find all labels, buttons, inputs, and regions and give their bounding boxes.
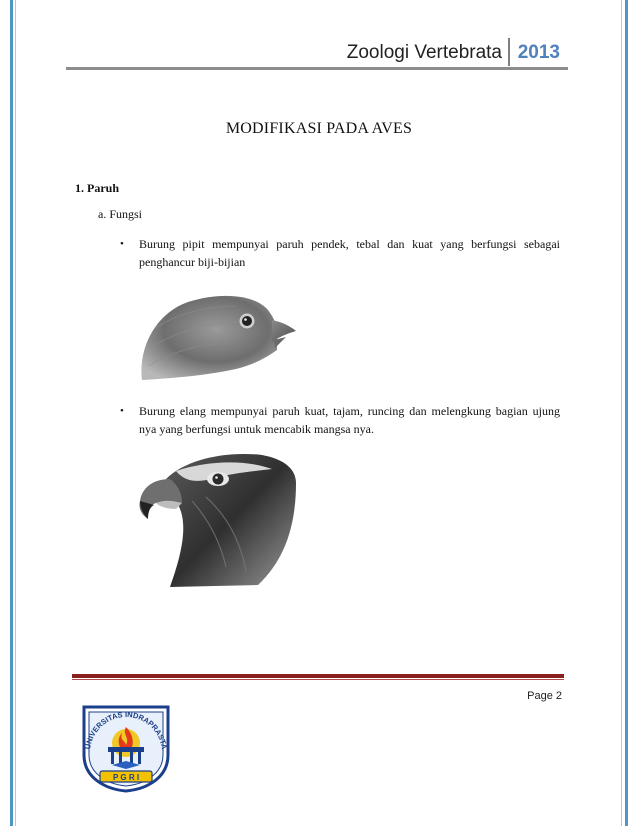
document-title: MODIFIKASI PADA AVES: [225, 120, 413, 137]
page-number: Page 2: [527, 690, 562, 702]
header-title: Zoologi Vertebrata: [346, 42, 502, 63]
footer-rule-thin: [72, 679, 564, 680]
bullet-item-sparrow: [120, 235, 560, 271]
header-year: 2013: [517, 42, 560, 63]
section-heading: 1. Paruh: [75, 181, 120, 195]
bullet-mark: •: [120, 238, 124, 250]
logo-banner-text: P G R I: [112, 773, 140, 782]
footer-rule: [72, 674, 564, 678]
sparrow-head-illustration: [136, 288, 300, 384]
page-header: [66, 38, 566, 68]
header-rule: [66, 67, 568, 70]
eagle-head-illustration: [136, 449, 300, 589]
bullet-mark: •: [120, 405, 124, 417]
bullet-text: Burung pipit mempunyai paruh pendek, tebal dan kuat yang berfungsi sebagai penghancur biji-bijian: [139, 237, 560, 269]
bullet-text: Burung elang mempunyai paruh kuat, tajam, runcing dan melengkung bagian ujung nya yang berfungsi untuk mencabik mangsa nya.: [139, 404, 560, 436]
university-logo: [74, 697, 178, 793]
logo-arc-text: UNIVERSITAS INDRAPRASTA: [83, 709, 169, 750]
subsection-heading: a. Fungsi: [98, 207, 143, 221]
bullet-item-eagle: [120, 402, 560, 438]
header-separator: [508, 38, 510, 66]
